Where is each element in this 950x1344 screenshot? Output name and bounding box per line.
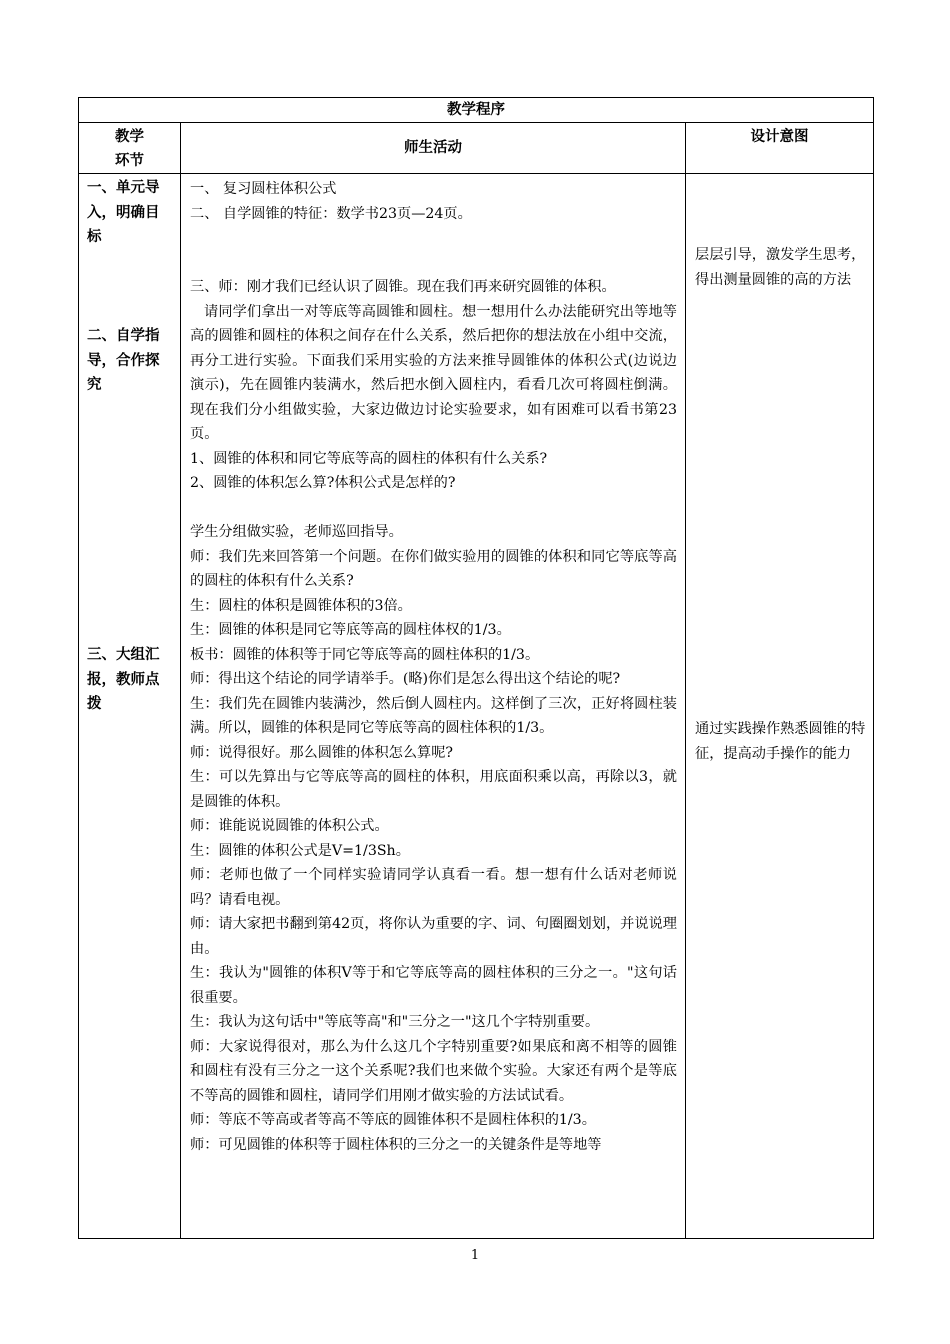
header-activity-label: 师生活动 — [404, 140, 462, 156]
intent-2: 通过实践操作熟悉圆锥的特征，提高动手操作的能力 — [695, 721, 866, 762]
header-stage — [79, 123, 181, 174]
activity-line: 生：圆锥的体积是同它等底等高的圆柱体权的1/3。 — [190, 622, 511, 638]
activity-line: 生：圆锥的体积公式是V=1/3Sh。 — [190, 842, 410, 859]
activity-blank — [190, 226, 677, 251]
intent-column — [686, 174, 874, 1239]
activity-blank — [190, 251, 677, 276]
activity-line: 师：谁能说说圆锥的体积公式。 — [190, 818, 389, 834]
activity-line: 二、 自学圆锥的特征：数学书23页—24页。 — [190, 205, 472, 222]
table-title: 教学程序 — [79, 98, 874, 123]
activity-line: 师：可见圆锥的体积等于圆柱体积的三分之一的关键条件是等地等 — [190, 1136, 602, 1153]
activity-line: 1、圆锥的体积和同它等底等高的圆柱的体积有什么关系? — [190, 450, 548, 467]
header-stage-line1: 教学 — [115, 129, 144, 145]
page-number: 1 — [470, 1248, 480, 1263]
activity-line: 生：我们先在圆锥内装满沙，然后倒人圆柱内。这样倒了三次，正好将圆柱装满。所以，圆锥的体积是同它等底等高的圆柱体积的1/3。 — [190, 695, 677, 736]
intent-1: 层层引导，激发学生思考，得出测量圆锥的高的方法 — [695, 247, 866, 288]
activity-line: 生：我认为这句话中"等底等高"和"三分之一"这几个字特别重要。 — [190, 1014, 600, 1030]
activity-line: 师：得出这个结论的同学请举手。(略)你们是怎么得出这个结论的呢? — [190, 671, 621, 687]
activity-line: 师：老师也做了一个同样实验请同学认真看一看。想一想有什么话对老师说吗？请看电视。 — [190, 867, 677, 908]
activity-line: 板书：圆锥的体积等于同它等底等高的圆柱体积的1/3。 — [190, 646, 540, 663]
header-stage-line2: 环节 — [115, 153, 144, 169]
activity-line: 师：请大家把书翻到第42页，将你认为重要的字、词、句圈圈划划，并说说理由。 — [190, 916, 677, 957]
activity-line: 师：大家说得很对，那么为什么这几个字特别重要?如果底和离不相等的圆锥和圆柱有没有三分之一这个关系呢?我们也来做个实验。大家还有两个是等底不等高的圆锥和圆柱，请同学们用刚才做实验的方法试试看。 — [190, 1038, 677, 1104]
stage-column — [79, 174, 181, 1239]
header-activity — [181, 123, 686, 174]
activity-blank — [190, 496, 677, 521]
stage-3: 三、大组汇报，教师点拨 — [87, 647, 160, 712]
activity-line: 请同学们拿出一对等底等高圆锥和圆柱。想一想用什么办法能研究出等地等高的圆锥和圆柱的体积之间存在什么关系，然后把你的想法放在小组中交流，再分工进行实验。下面我们采用实验的方法来推导圆锥体的体积公式(边说边演示)，先在圆锥内装满水，然后把水倒入圆柱内，看看几次可将圆柱倒满。现在我们分小组做实验，大家边做边讨论实验要求，如有困难可以看书第23页。 — [190, 303, 677, 442]
activity-line: 师：我们先来回答第一个问题。在你们做实验用的圆锥的体积和同它等底等高的圆柱的体积有什么关系? — [190, 548, 677, 589]
header-intent-label: 设计意图 — [750, 129, 809, 145]
stage-2: 二、自学指导，合作探究 — [87, 328, 160, 393]
activity-line: 三、师：刚才我们已经认识了圆锥。现在我们再来研究圆锥的体积。 — [190, 279, 616, 295]
activity-line: 2、圆锥的体积怎么算?体积公式是怎样的? — [190, 475, 456, 491]
activity-line: 生：圆柱的体积是圆锥体积的3倍。 — [190, 597, 412, 614]
activity-line: 学生分组做实验，老师巡回指导。 — [190, 524, 403, 540]
activity-line: 师：说得很好。那么圆锥的体积怎么算呢? — [190, 744, 453, 761]
activity-line: 师：等底不等高或者等高不等底的圆锥体积不是圆柱体积的1/3。 — [190, 1112, 596, 1128]
activity-content — [181, 174, 685, 1157]
header-intent — [686, 123, 874, 174]
lesson-table — [78, 97, 874, 1239]
activity-line: 生：可以先算出与它等底等高的圆柱的体积，用底面积乘以高，再除以3，就是圆锥的体积。 — [190, 769, 677, 810]
activity-column — [181, 174, 686, 1239]
activity-line: 一、 复习圆柱体积公式 — [190, 181, 337, 197]
stage-1: 一、单元导入，明确目标 — [87, 180, 160, 245]
activity-line: 生：我认为"圆锥的体积V等于和它等底等高的圆柱体积的三分之一。"这句话很重要。 — [190, 965, 677, 1006]
